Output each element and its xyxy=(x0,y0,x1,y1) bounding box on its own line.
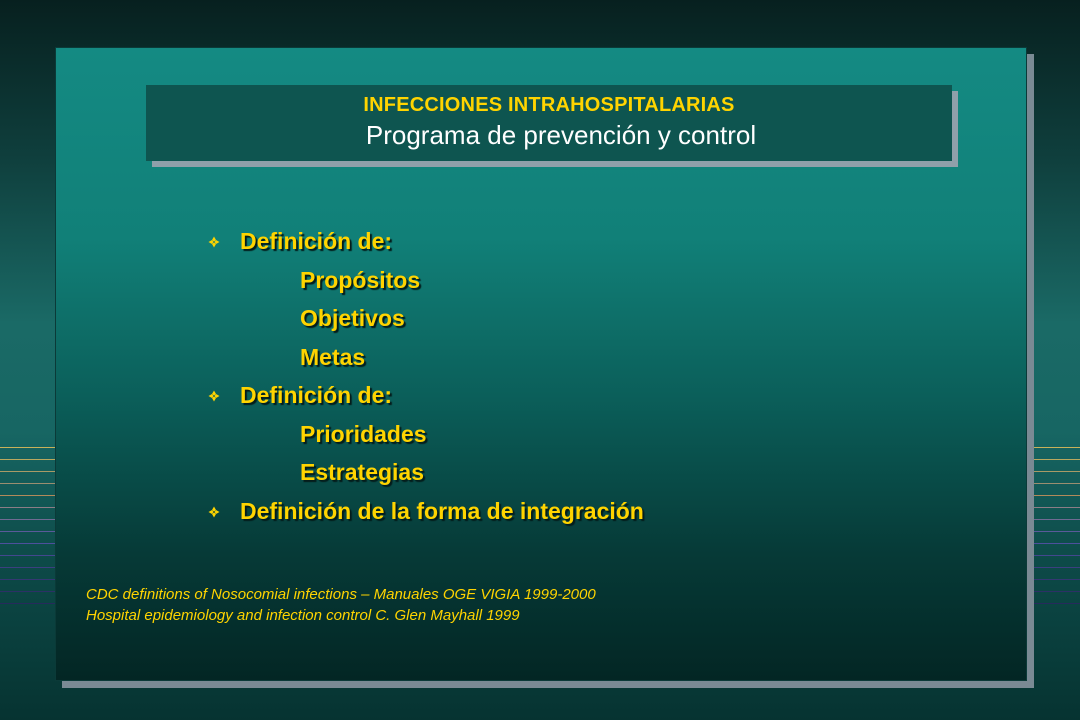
list-item-label: Definición de la forma de integración xyxy=(240,497,644,524)
slide-title: INFECCIONES INTRAHOSPITALARIAS xyxy=(363,94,735,116)
decorative-stripes-right xyxy=(1020,447,1080,617)
slide-subtitle: Programa de prevención y control xyxy=(365,120,757,150)
list-item-label: Definición de: xyxy=(240,382,393,408)
slide-panel xyxy=(55,47,1027,681)
references xyxy=(86,584,596,626)
diamond-bullet-icon xyxy=(208,390,220,402)
list-item-label: Definición de: xyxy=(240,228,393,254)
list-item-label: Objetivos xyxy=(300,305,405,331)
diamond-bullet-icon xyxy=(208,506,220,518)
title-box xyxy=(146,85,952,161)
decorative-stripes-left xyxy=(0,447,60,617)
list-item-label: Propósitos xyxy=(300,266,421,293)
list-item-label: Estrategias xyxy=(300,459,425,485)
reference-line: Hospital epidemiology and infection control C. Glen Mayhall 1999 xyxy=(86,607,520,624)
diamond-bullet-icon xyxy=(208,236,220,248)
reference-line: CDC definitions of Nosocomial infections – Manuales OGE VIGIA 1999-2000 xyxy=(86,586,596,603)
list-item-label: Metas xyxy=(300,343,366,370)
list-item-label: Prioridades xyxy=(300,420,427,447)
